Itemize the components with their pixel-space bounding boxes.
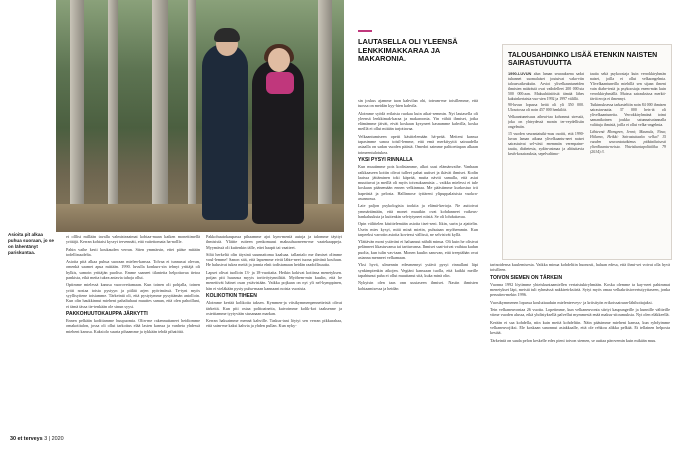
paragraph: Velkaantumiseen opetti käsittelemään hä-peää. Meiteni kanssa tapasimme sanoa toisil-lemme, että emä merkityyttä sairaudella asiaalla on sadan vuoden päästä. Omedoi saimme palttoettapan alkaan toimeentulotukea. bbox=[358, 133, 478, 155]
paragraph: Laie paljon psykologisia tookiia ja elämä-kertoja. Ne auttoivat ymmärtämään, että monet muutkin ovat kohdanneet vaikeus-hankaluuksia ja kuitenkin selviytyneet niistä. Se oli lohduttavaa. bbox=[358, 203, 478, 219]
subheading: TOIVON SIEMEN ON TÄRKEIN bbox=[490, 274, 563, 281]
paragraph: tarinoidensa kuulemisesta. Vaikka minua kohdeltiin huonosti, haluan edesa, että ihmi-set voivat olla hyvä toisilleen. bbox=[490, 262, 670, 273]
quote-accent-rule bbox=[358, 30, 372, 32]
photo-caption: Asioita pit alkaa puhua suoraan, jo se on lähentänyt pariskuntaa. bbox=[8, 232, 54, 255]
paragraph: tautia sekä psykoosiaja kuin verrokkiryhmän naiset, joilla ei ollut velkaongelmia. Ylivelkaantuneilla miehillä sen sijaan ilmeni vain diabe-testä ja psykoosiaja enem-män kuin verrokkiryhmällä. Muissa sairauksissa merkit-täviä eroja ei ilmennyt. bbox=[590, 72, 666, 101]
paragraph: Kerään ei saa kohdella, niin kuin meitä kohdeltiin. Näin pääsimme mieheni kanssa, kun ryhdyimme velkaneuvojiksi. Ele koskaan sanonnut asiakkaalle, että ole rehkou alikka pelkää. Et tellainen helposta kestää. bbox=[490, 319, 670, 336]
paragraph: Tein velkaneuvontaa 26 vuotta. Lopetimme, kun velkaneuvonta siirtyi kaupungeille ja kunnille vältteille viime vuoden alussa, eikä yhdistyksellä palvellut mymmestä enää maksu-sitoumuksia. Nyt olen eläkkeellä. bbox=[490, 307, 670, 318]
paragraph: et olllist millään tavalla valmisteaaimat kohtaa-maan kaiken monettimellä yrittäjä. Kerran kohtaisi kyseyt tervennäti, että vaitettomata ha-nollle. bbox=[66, 234, 200, 245]
paragraph: Kerran haksaimme mennä kahville. Taskus-tani löytyi sen verran pikkurahaa, että saim-me kaksi kahvia ja yhden pullan. Kun nyky- bbox=[206, 318, 342, 329]
subheading: KOLIKOTKIN TIHEEN bbox=[206, 292, 257, 299]
man-figure bbox=[202, 44, 248, 220]
paragraph: Ylättävän moni ystäväni ei haluansut nähdä minua. Oli kuin he olisivat pelänneet likastuvansa tai tarttuvansa. Ihmiset saat-toivat vaihtaa kadun puolta, kun tulin vas-taan. Monen kuulin sanovan, että treeptähän ovat asianna menneet velkamaan. bbox=[358, 239, 478, 261]
paragraph: 15 vuoden seurantatutki-mus osoitti, että 1990-luvun laman aikana ylivelkaantu-neet naiset sairastuivat sel-västi enemmän verenpaine-tautia, diabetesta, sydän-astmaa ja alttiuttavia keuh-kosairauksia, sepelvaltimo- bbox=[508, 131, 584, 156]
paragraph: Pakkohuutokaupassa pihaamme ajoi kym-meniä autoja ja talomme täyttyi ihmisistä. Yläitte ruiteen penkomaasi makuuhuoneem-me vaatekaappeja. Myymässä oli kuitenkin tälle, ettei haaptt tai vaatteet. bbox=[206, 234, 342, 250]
page-footer bbox=[10, 436, 64, 442]
paragraph: Ennen pelkään kodittamme huupuomia. Olin-me rakennuttaneet heidiomme omakotitalon, jossa oli ollut tarkoitus elää lasten kanssa ja vanheta yhdessä miehent kanssa. Kaksiolo suurta pihaamme ja tykkään tehdä pihatöitä. bbox=[66, 318, 200, 334]
subheading: PAKKOHUUTOKAUPPA JÄRKYTTI bbox=[66, 310, 148, 317]
pull-quote: LAUTASELLA OLI YLEENSÄ LENKKIMAKKARAA JA MAKARONIA. bbox=[358, 37, 458, 64]
paragraph: Nykyisin olen taas onn uusiaseen ihmiset. Nastin ihmisten kohtaamisessa ja heidän bbox=[358, 280, 478, 291]
paragraph: sin joskus ajamme taon kahvilan ohi, toteam-me toisillemme, että tuossa on meidän kyy-hien kahvila. bbox=[358, 98, 478, 109]
paragraph: Opin välittelen käsittelemään asioita tiset-seni. Itkin, surin ja ajattelin. Usein mies kysyi, mitä minä mietin, puhutaan myöhemmin. Kun tarpeeksi varrotin asioita kovtessi vällissä, ne selvisivät kyllä. bbox=[358, 221, 478, 237]
issue-number: 3 | 2020 bbox=[44, 436, 64, 442]
article-column-1 bbox=[66, 234, 200, 434]
fact-box-column-left bbox=[508, 72, 584, 254]
source-note: Lähteenä Blomgren, Jenni; Maunula, Nina; Hiilamo, Heikki: Sairastuttaako velka? 15 vuoden seurantatutkimus pitkäaikaisesti ylivelkaantu-neista. Yhteiskuntapolitiikka 79 (2014):3. bbox=[590, 129, 666, 154]
subheading: YKSI PYSYI RINNALLA bbox=[358, 156, 413, 163]
paragraph: Velkaantuneisuus aiheut-taa kohonnut stressiä, joka on yhteydessä monin ter-veydellisiin ongelmiin. bbox=[508, 115, 584, 130]
paragraph: Aloimme kertää kolikoita taksen. Kymmen-ja viisikymmenpennetteistä olivat tärkeitä. Kun piti ostaa polttoaineita, kaivoimme kolik-kot taaksenne ja ostettiamme tyytyvään stusanaan markan. bbox=[206, 300, 342, 316]
paragraph: Lapset olivat tuolloin 13- ja 18-vuotiaita. Heikin kokivat kotiinsa menetyksen. poijan pitt huusnsa myyts torttvöytynniltiät. Myöhem-min kuulin, että he menettivät häinet osan ystävistään. Vaikka pojkaan on nyt yli nel-kymppinen, hän ei vieläkään pysty puhu-maan kannaant noista vuosista. bbox=[206, 269, 342, 291]
page-number: 30 bbox=[10, 436, 16, 442]
paragraph: Asioita pitä alkaa puhua suoraan mielen-kanssa. Tolvaa ei tunnusut olevan, omenkä saamet apua mittään. 1990. luvulla konkurs-sin tehnyt yrittäjä oli hylkis, samoin yrittäjän puoliso. Emme saaneet tilanteita helpottavaa tietoa pankista, eikä meita tukea antavia tahoja ollut. bbox=[66, 259, 200, 281]
paragraph: Vuosikymmenen lopussa kouluttauduin mielenterveys- ja kriisityön erikoissairaan-lähihoitajaksi. bbox=[490, 299, 653, 305]
article-column-4 bbox=[490, 262, 670, 434]
couple-photo bbox=[56, 0, 344, 232]
paragraph: Pahin vaihe kesti koukauden verran. Siten ymmärsin, ettei pääse mitään todellisuudelta. bbox=[66, 246, 200, 257]
pink-scarf bbox=[266, 72, 294, 94]
article-column-2 bbox=[206, 234, 342, 434]
paragraph: Optimme mielessä kanssa vuorovettamaan. Kun toinen oli pohjalla, toinen yritti nostaa toista pystyyn ja piilää arjen pyörimässä. Te-tyni myös syyllisyttene toisiamme. Tärkeintä oli, että pystytymme pysyttämän aniolloin. Kun olin haukkinnut miehent pahaltuhaut muuttes saman, että olen pahoillani, ei tämä tässa tie-tenkään ole sinun syysi. bbox=[66, 282, 200, 309]
paragraph: Aloimme syödä erilaista ruokaa kuin aikai-semmin. Nyt lautasella oli yleensä lenkkimak-karaa ja makaroonia. Yin vähät ihmiset, jotka elämämme jätvät, eivät koskaan kysyneet kasnamme kahvilla, koska meillä ei ollut mitään tarjottavaa. bbox=[358, 110, 478, 132]
paragraph: Tutkimuksessa tarkasteltiin noin 84 000 ihmisen sairastavuutta. 37 000 heis-tä oli ylivelkaantuneita. Verrokkiryhmänä toimi samanikoinen joukko satunnaisotannalla valittuja ihmisiä, joilla ei ollut velka-ongelmia. bbox=[590, 103, 666, 128]
paragraph: alun laman seurauksena sadat tuhannet suomalaiset joutuivat vaka-viin talousvaikeuksiin. Arviot ylivelkaantuneiden ihmisten määrästä ovat vaihdelleet 200 000:sta 500 000:aan. Maksuhäiriöisiä tämää lähes kaksinkertaista vuo-sien 1992 ja 1997 välillä. bbox=[508, 72, 584, 101]
paragraph: Kun muutimme pois kodistamme, alkoi uusi elämänvaihe. Vanhaan raikkaaseen koitin olivat tulleet pahat uutiset ja ikävät ihmiset. Kodin laaissa jättäminen toki käpeää, mutta nävtti samalla, että asiat muuttuvat ja meillä oli myös toivaukaamisia – vaikka mielessi ei tule koskaan päänemään ennen velkinmaa. Me päästimme kurkostuo irti hapeästä ja pelosta. Hallinnose tyttäreni ylipuppalaisista vuokra-asunnossa. bbox=[358, 164, 478, 202]
paragraph: Tärkeintä on saada pelon keskelle edes pieni toivon siemen, se auttaa pärovemin kuin mikään muu. bbox=[490, 337, 657, 343]
paragraph: Vuonna 1992 löytimme yhteiskuntaamiellen vertaistukiryhmään. Koska olemme ta kay-neet pahimmat menetykset läpi, meistä tuli ryhmässä nakkireirksiirtä. Sytyi myös omaa velkakriisiovertutyyttaseen, jonka perustim-mekin 1996. bbox=[490, 281, 670, 298]
article-column-3 bbox=[358, 98, 478, 436]
paragraph: Siltä herkeltä olin täysinä suunnattoma kaaluaa. tallantalo me ihmiset olimme voul-lemme! Sanon sitä, että lapsemme eivät lähte-neet tuona päivänä kouluun. He halusivat tukea meitä ja jonnia elnit todistamaan heidän raadollisuutta. bbox=[206, 251, 342, 268]
fact-box-title: TALOUSAHDINKO LISÄÄ ETENKIN NAISTEN SAIRASTUVUUTTA bbox=[508, 52, 658, 67]
magazine-name: et terveys bbox=[17, 436, 43, 442]
fact-box-lead: 1990-LUVUN bbox=[508, 72, 532, 76]
fact-box-column-right bbox=[590, 72, 666, 254]
paragraph: Yksi hyvä, ulmennin edesmennyt ystävä pysyi rinnallani läpi synkimpienkin aikojen. Vegtäni kanssaan tuolla, että kaikki meille tapahtunut paha ei ollut muuttanut sitä, kuka minä olin. bbox=[358, 262, 478, 278]
paragraph: 90-luvun lopussa heitä oli yli 350 000. Ulosotossa oli noin 457 000 henkilöä. bbox=[508, 103, 584, 113]
